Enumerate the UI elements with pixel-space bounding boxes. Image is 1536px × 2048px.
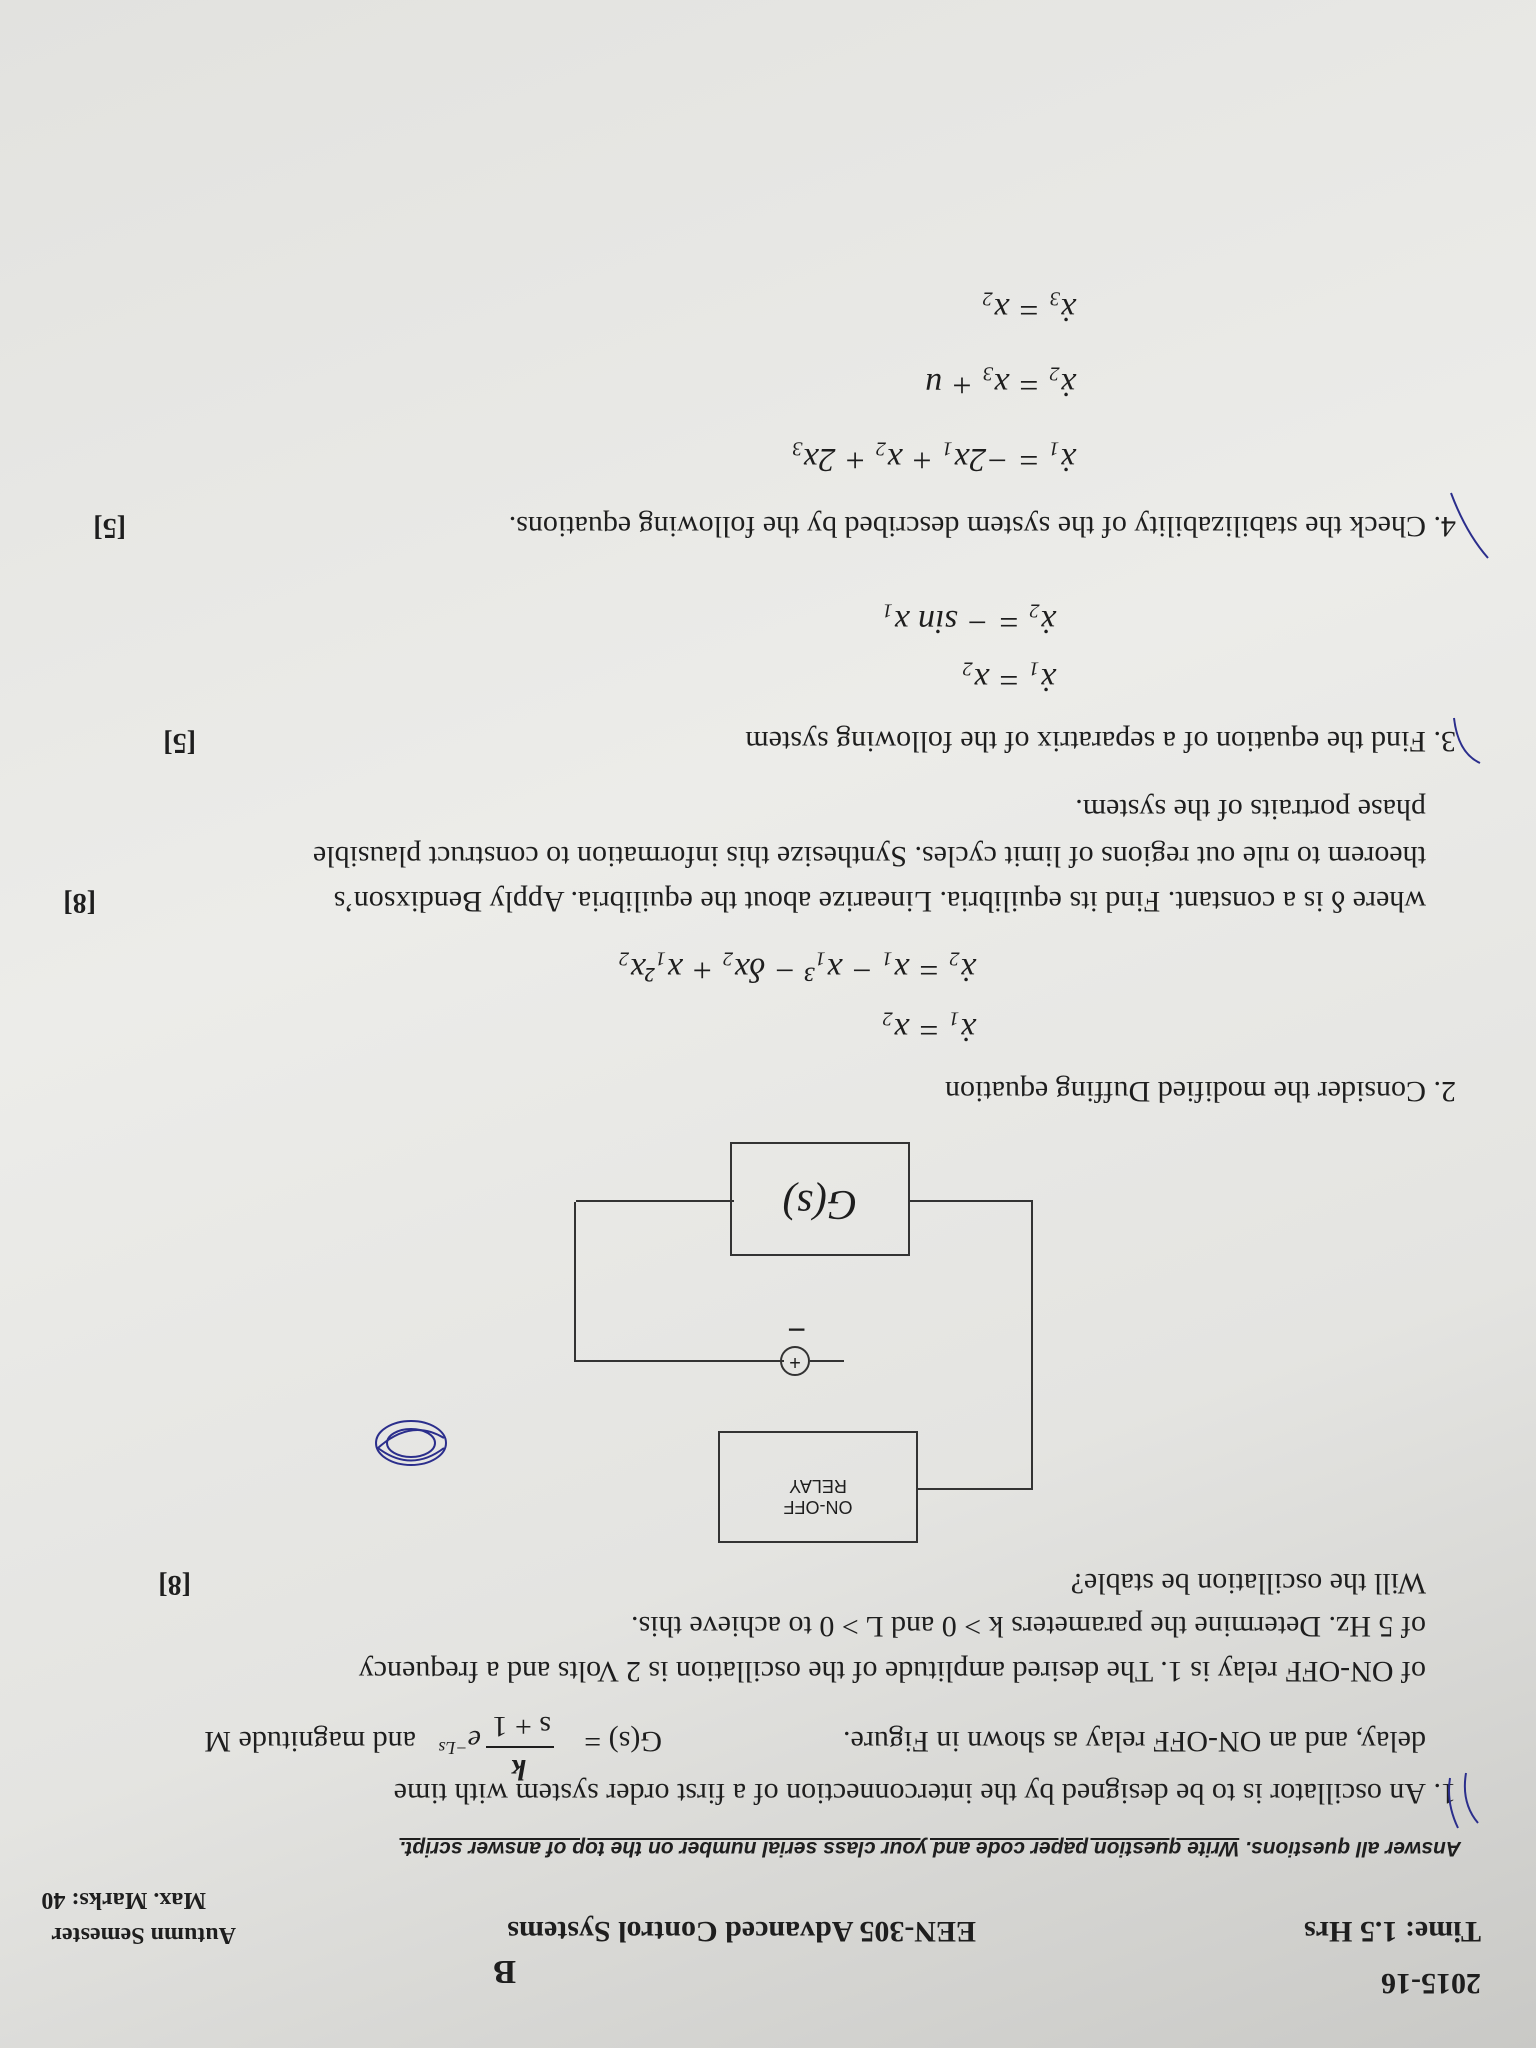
instructions-detail: Write question paper code and your class serial number on the top of answer script. [399, 1837, 1240, 1860]
q2-marks: [8] [63, 887, 96, 918]
q1-tf-exp-power: −Ls [438, 1738, 468, 1758]
q3-equation-2: ẋ₂ = − sin x₁ [882, 603, 1056, 640]
q3-text: Find the equation of a separatrix of the following system [745, 725, 1426, 758]
pen-scribble-icon [366, 1408, 456, 1478]
wire-sum-to-relay [722, 1360, 784, 1362]
q1-tf-fraction-bar [486, 1746, 554, 1748]
q4-text: Check the stabilizability of the system described by the following equations. [508, 510, 1426, 543]
tick-mark-q1-icon [1433, 1763, 1486, 1833]
q1-line3: of ON-OFF relay is 1. The desired amplitude of the oscillation is 2 Volts and a frequency [358, 1655, 1426, 1688]
wire-plant-in [910, 1200, 1033, 1202]
summing-junction: + [780, 1346, 810, 1376]
feedback-minus-sign: − [787, 1312, 806, 1348]
year: 2015-16 [1381, 1967, 1481, 2000]
q3-marks: [5] [163, 727, 196, 758]
q4-equation-1: ẋ₁ = −2x₁ + x₂ + 2x₃ [791, 441, 1076, 478]
course-title: EEN-305 Advanced Control Systems [507, 1915, 976, 1948]
q4-equation-3: ẋ₃ = x₂ [982, 291, 1076, 328]
q1-line4: of 5 Hz. Determine the parameters k > 0 and L > 0 to achieve this. [631, 1610, 1426, 1643]
q2-number: 2. [1433, 1075, 1456, 1108]
q2-equation-2: ẋ₂ = x₁ − x₁³ − δx₂ + x₁²x₂ [618, 951, 976, 988]
tick-mark-q4-icon [1433, 488, 1496, 568]
wire-input [810, 1360, 844, 1362]
q2-line2: theorem to rule out regions of limit cycles. Synthesize this information to construct plausible [312, 840, 1426, 873]
q4-number: 4. [1433, 510, 1456, 543]
max-marks: Max. Marks: 40 [41, 1887, 206, 1913]
q1-line2b: and magnitude M [204, 1725, 416, 1758]
q4-marks: [5] [93, 512, 126, 543]
semester: Autumn Semester [51, 1922, 236, 1948]
q1-line2a: delay, and an ON-OFF relay as shown in Figure. [843, 1725, 1426, 1758]
q1-tf-exp [439, 1723, 482, 1758]
q2-equation-1: ẋ₁ = x₂ [882, 1011, 976, 1048]
instructions-lead: Answer all questions. [1245, 1837, 1461, 1860]
relay-label-2: RELAY [789, 1476, 847, 1496]
wire-plant-out [576, 1200, 734, 1202]
exam-time: Time: 1.5 Hrs [1304, 1915, 1481, 1948]
q3-number: 3. [1433, 725, 1456, 758]
relay-block [718, 1431, 918, 1543]
q1-tf-numerator: k [511, 1753, 526, 1786]
q1-marks: [8] [158, 1569, 191, 1600]
plant-label: G(s) [782, 1181, 858, 1227]
wire-right-vertical [574, 1202, 576, 1362]
q1-tf-denominator: s + 1 [492, 1710, 551, 1743]
q1-tf-exp-base: e [467, 1724, 481, 1757]
q1-line1: An oscillator is to be designed by the interconnection of a first order system with time [393, 1777, 1426, 1810]
plant-block [730, 1142, 910, 1256]
set-code: B [493, 1953, 516, 1990]
q1-line5: Will the oscillation be stable? [1070, 1567, 1426, 1600]
q1-number: 1. [1433, 1777, 1456, 1810]
q1-tf-lhs: G(s) = [584, 1725, 662, 1758]
wire-left-vertical [1031, 1200, 1033, 1490]
relay-label-1: ON-OFF [783, 1497, 853, 1517]
wire-feedback [576, 1360, 722, 1362]
q2-line1: where δ is a constant. Find its equilibria. Linearize about the equilibria. Apply Bendixson’s [333, 885, 1426, 918]
q2-line3: phase portraits of the system. [1075, 793, 1426, 826]
instructions [399, 1836, 1461, 1860]
q2-intro: Consider the modified Duffing equation [944, 1075, 1426, 1108]
q3-equation-1: ẋ₁ = x₂ [962, 661, 1056, 698]
tick-mark-q3-icon [1433, 713, 1486, 773]
q4-equation-2: ẋ₂ = x₃ + u [925, 366, 1076, 403]
wire-relay-out [918, 1488, 1033, 1490]
